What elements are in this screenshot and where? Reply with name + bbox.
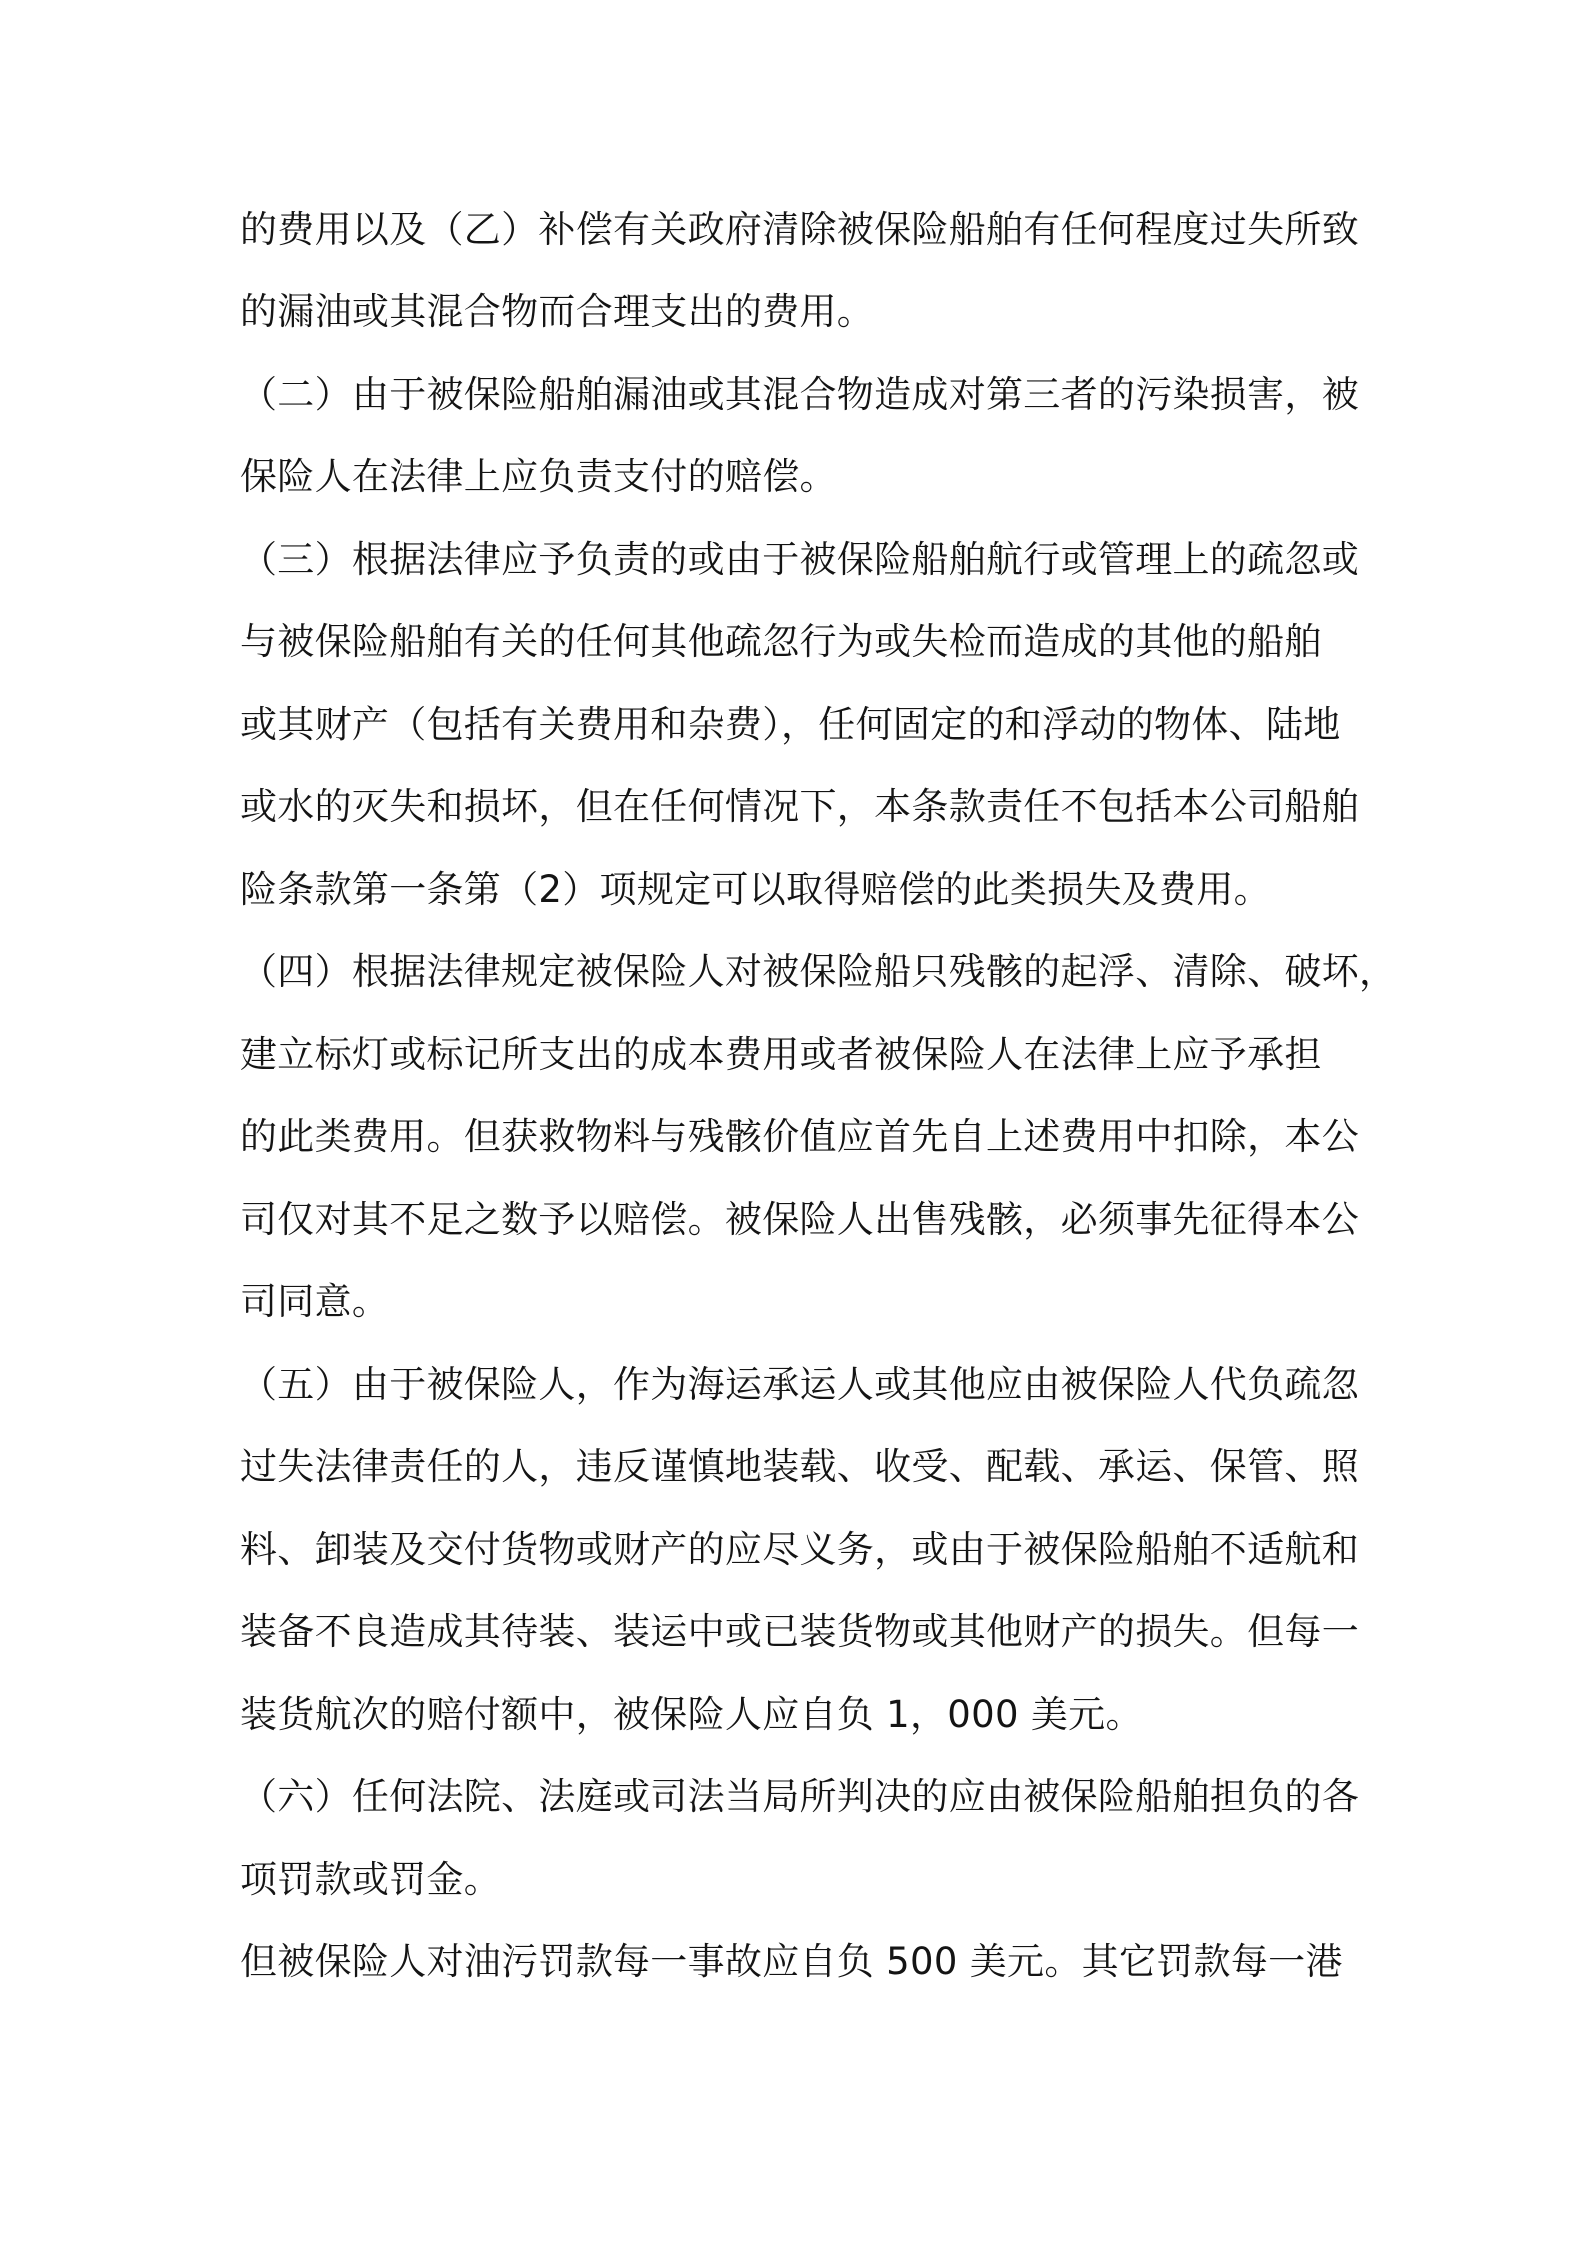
text-line-10: （四）根据法律规定被保险人对被保险船只残骸的起浮、清除、破坏， (240, 950, 1397, 993)
text-line-6: 与被保险船舶有关的任何其他疏忽行为或失检而造成的其他的船舶 (240, 620, 1322, 663)
text-line-16: 过失法律责任的人，违反谨慎地装载、收受、配载、承运、保管、照 (240, 1445, 1359, 1488)
text-line-22: 但被保险人对油污罚款每一事故应自负 500 美元。其它罚款每一港 (240, 1940, 1343, 1983)
text-line-11: 建立标灯或标记所支出的成本费用或者被保险人在法律上应予承担 (240, 1033, 1322, 1076)
text-line-13: 司仅对其不足之数予以赔偿。被保险人出售残骸，必须事先征得本公 (240, 1198, 1359, 1241)
text-line-15: （五）由于被保险人，作为海运承运人或其他应由被保险人代负疏忽 (240, 1363, 1359, 1406)
text-line-4: 保险人在法律上应负责支付的赔偿。 (240, 455, 837, 498)
text-line-21: 项罚款或罚金。 (240, 1858, 502, 1901)
text-line-19: 装货航次的赔付额中，被保险人应自负 1，000 美元。 (240, 1693, 1143, 1736)
text-line-18: 装备不良造成其待装、装运中或已装货物或其他财产的损失。但每一 (240, 1610, 1359, 1653)
text-line-20: （六）任何法院、法庭或司法当局所判决的应由被保险船舶担负的各 (240, 1775, 1359, 1818)
text-line-7: 或其财产（包括有关费用和杂费），任何固定的和浮动的物体、陆地 (240, 703, 1341, 746)
text-line-3: （二）由于被保险船舶漏油或其混合物造成对第三者的污染损害，被 (240, 373, 1359, 416)
text-line-1: 的费用以及（乙）补偿有关政府清除被保险船舶有任何程度过失所致 (240, 208, 1359, 251)
text-line-5: （三）根据法律应予负责的或由于被保险船舶航行或管理上的疏忽或 (240, 538, 1359, 581)
text-line-2: 的漏油或其混合物而合理支出的费用。 (240, 290, 875, 333)
text-line-14: 司同意。 (240, 1280, 390, 1323)
text-line-8: 或水的灭失和损坏，但在任何情况下，本条款责任不包括本公司船舶 (240, 785, 1359, 828)
text-line-9: 险条款第一条第（2）项规定可以取得赔偿的此类损失及费用。 (240, 868, 1271, 911)
text-line-12: 的此类费用。但获救物料与残骸价值应首先自上述费用中扣除，本公 (240, 1115, 1359, 1158)
text-line-17: 料、卸装及交付货物或财产的应尽义务，或由于被保险船舶不适航和 (240, 1528, 1359, 1571)
